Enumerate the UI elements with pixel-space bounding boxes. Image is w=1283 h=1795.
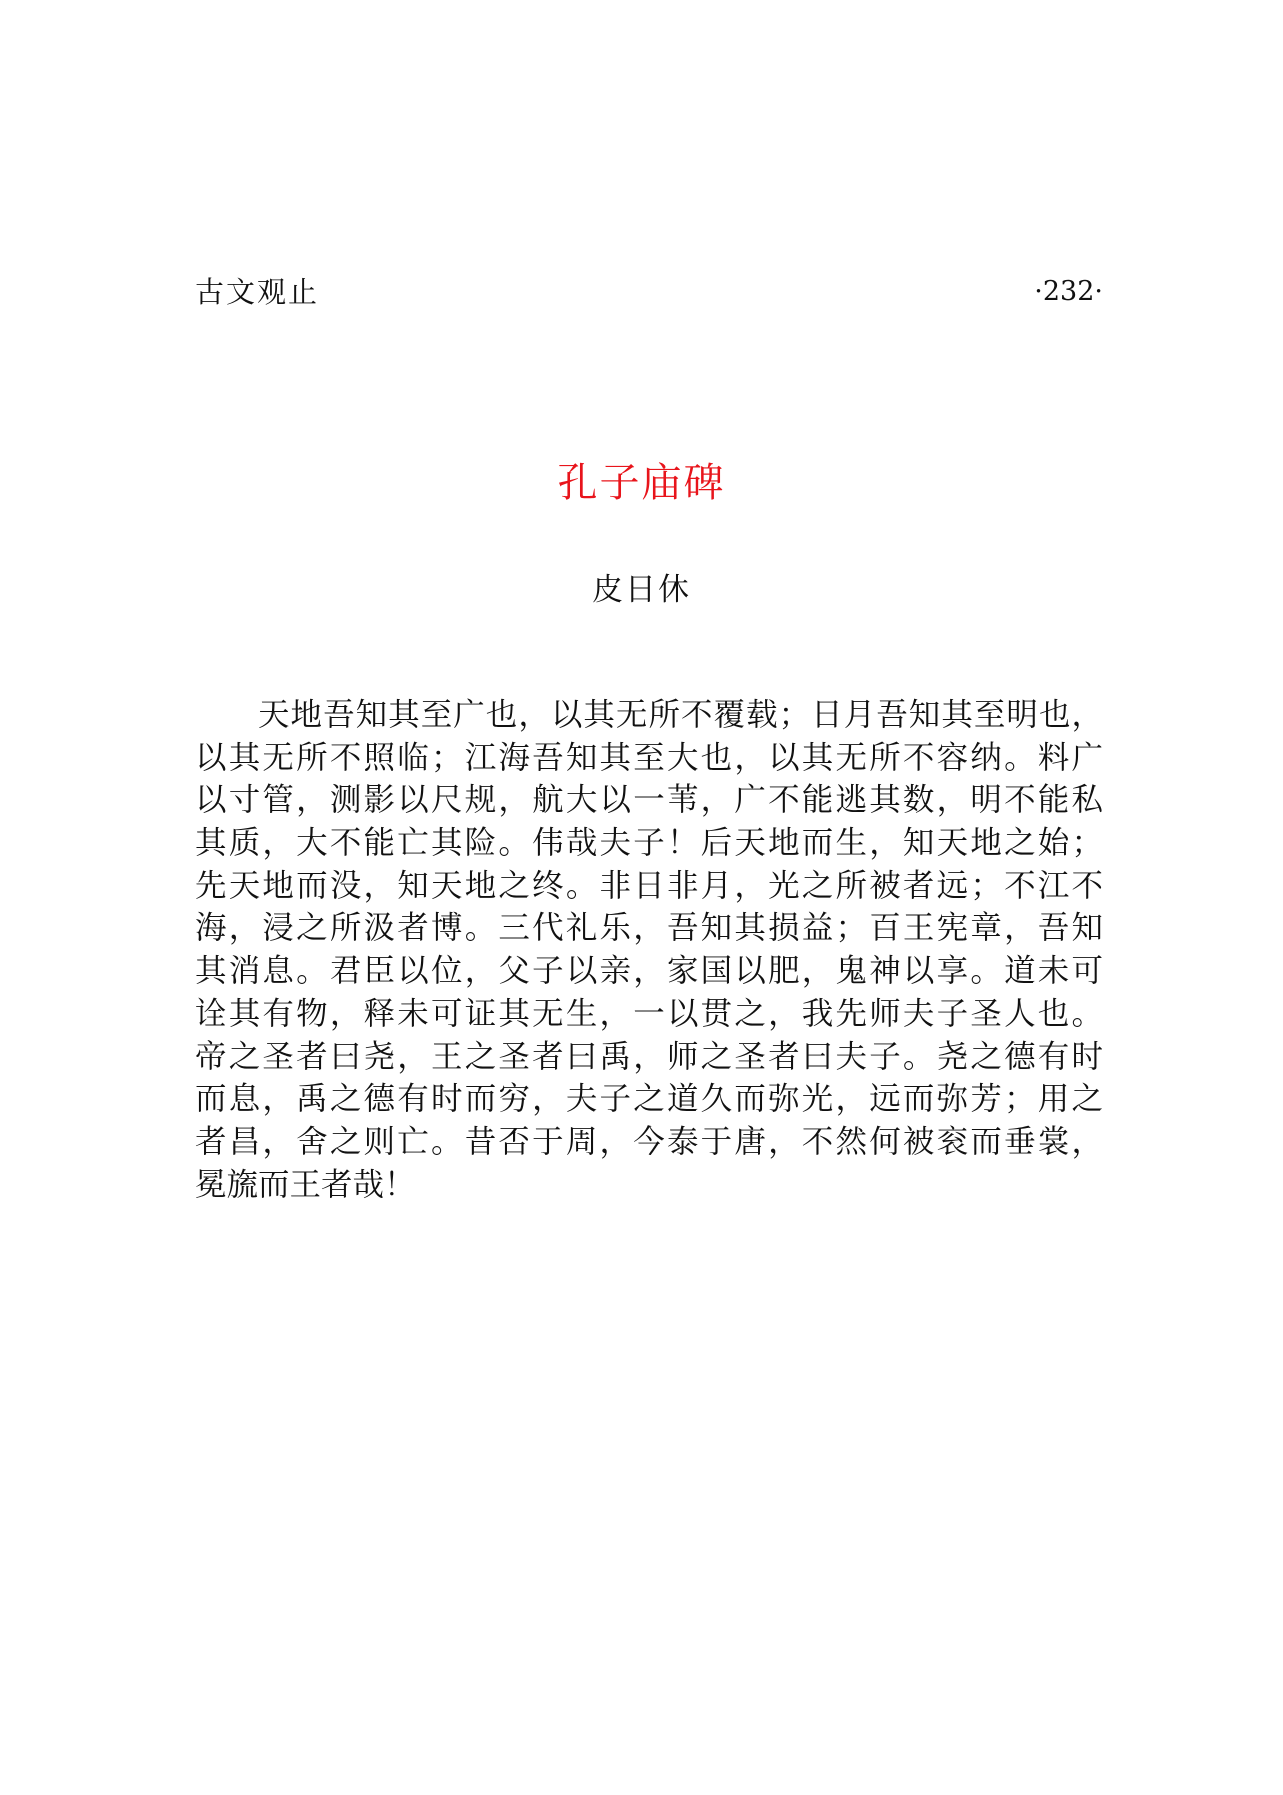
body-line: 海，浸之所汲者博。三代礼乐，吾知其损益；百王宪章，吾知 xyxy=(195,910,1103,947)
body-line: 者昌，舍之则亡。昔否于周，今泰于唐，不然何被衮而垂裳， xyxy=(195,1123,1103,1160)
body-line: 其消息。君臣以位，父子以亲，家国以肥，鬼神以享。道未可 xyxy=(195,953,1103,990)
body-line: 诠其有物，释未可证其无生，一以贯之，我先师夫子圣人也。 xyxy=(195,995,1103,1032)
author-name: 皮日休 xyxy=(592,572,691,608)
article-title: 孔子庙碑 xyxy=(557,460,726,506)
body-line: 以其无所不照临；江海吾知其至大也，以其无所不容纳。料广 xyxy=(195,739,1103,776)
body-line: 其质，大不能亡其险。伟哉夫子！后天地而生，知天地之始； xyxy=(195,825,1103,862)
body-line: 而息，禹之德有时而穷，夫子之道久而弥光，远而弥芳；用之 xyxy=(195,1081,1103,1118)
page-header xyxy=(195,272,1103,312)
body-text xyxy=(195,694,1103,1206)
body-line: 冕旒而王者哉！ xyxy=(195,1166,416,1203)
body-line: 以寸管，测影以尺规，航大以一苇，广不能逃其数，明不能私 xyxy=(195,782,1103,819)
running-head-book-title: 古文观止 xyxy=(195,275,320,309)
body-line: 天地吾知其至广也，以其无所不覆载；日月吾知其至明也， xyxy=(258,697,1103,733)
body-line: 先天地而没，知天地之终。非日非月，光之所被者远；不江不 xyxy=(195,867,1103,904)
body-line: 帝之圣者曰尧，王之圣者曰禹，师之圣者曰夫子。尧之德有时 xyxy=(195,1038,1103,1075)
page-number: ·232· xyxy=(1034,276,1103,307)
